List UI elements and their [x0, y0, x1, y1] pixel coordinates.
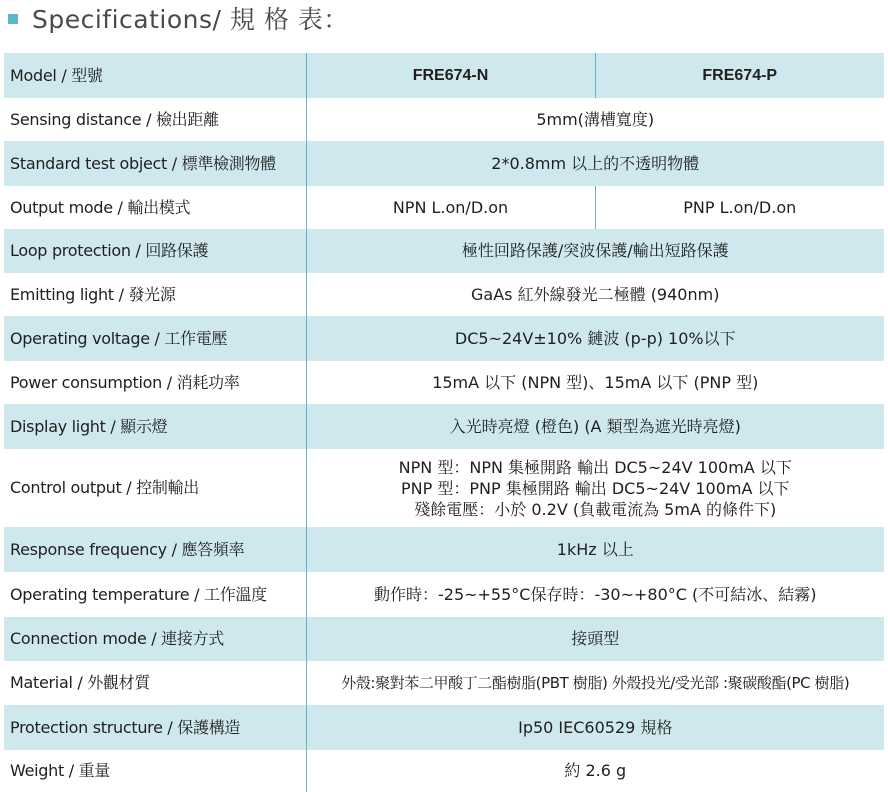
row-label: Response frequency / 應答頻率	[4, 527, 306, 572]
row-label: Weight / 重量	[4, 750, 306, 792]
table-row-connection-mode	[4, 617, 884, 661]
row-label: Control output / 控制輸出	[4, 449, 306, 527]
row-label: Loop protection / 回路保護	[4, 229, 306, 273]
row-value: DC5~24V±10% 鏈波 (p-p) 10%以下	[306, 316, 884, 361]
row-value: 入光時亮燈 (橙色) (A 類型為遮光時亮燈)	[306, 404, 884, 449]
row-value	[306, 449, 884, 527]
row-value: GaAs 紅外線發光二極體 (940nm)	[306, 273, 884, 316]
table-row-material	[4, 661, 884, 705]
row-label: Connection mode / 連接方式	[4, 617, 306, 661]
row-value: 1kHz 以上	[306, 527, 884, 572]
model-column-p: FRE674-P	[595, 53, 884, 98]
table-row-model	[4, 53, 884, 98]
row-value: 極性回路保護/突波保護/輸出短路保護	[306, 229, 884, 273]
row-label: Sensing distance / 檢出距離	[4, 98, 306, 141]
row-value: 外殼:聚對苯二甲酸丁二酯樹脂(PBT 樹脂) 外殼投光/受光部 :聚碳酸酯(PC 樹脂)	[306, 661, 884, 705]
row-label: Material / 外觀材質	[4, 661, 306, 705]
control-output-line-pnp: PNP 型：PNP 集極開路 輸出 DC5~24V 100mA 以下	[400, 478, 790, 498]
row-label: Standard test object / 標準檢測物體	[4, 141, 306, 186]
control-output-line-npn: NPN 型：NPN 集極開路 輸出 DC5~24V 100mA 以下	[398, 457, 792, 477]
row-label: Display light / 顯示燈	[4, 404, 306, 449]
heading-bullet-square	[8, 14, 18, 24]
table-row-operating-voltage	[4, 316, 884, 361]
row-value: 5mm(溝槽寬度)	[306, 98, 884, 141]
table-row-sensing-distance	[4, 98, 884, 141]
row-value: 2*0.8mm 以上的不透明物體	[306, 141, 884, 186]
row-label: Emitting light / 發光源	[4, 273, 306, 316]
row-label: Operating voltage / 工作電壓	[4, 316, 306, 361]
table-row-loop-protection	[4, 229, 884, 273]
table-row-output-mode	[4, 186, 884, 229]
row-label: Operating temperature / 工作溫度	[4, 572, 306, 617]
row-value: 動作時：-25~+55°C保存時：-30~+80°C (不可結冰、結霧)	[306, 572, 884, 617]
row-value: 接頭型	[306, 617, 884, 661]
table-row-display-light	[4, 404, 884, 449]
output-mode-n: NPN L.on/D.on	[306, 186, 595, 229]
row-label: Model / 型號	[4, 53, 306, 98]
section-heading	[8, 0, 349, 36]
output-mode-p: PNP L.on/D.on	[595, 186, 884, 229]
table-row-control-output	[4, 449, 884, 527]
row-label: Protection structure / 保護構造	[4, 705, 306, 750]
table-row-protection-structure	[4, 705, 884, 750]
control-output-line-residual: 殘餘電壓：小於 0.2V (負載電流為 5mA 的條件下)	[414, 499, 777, 519]
table-row-standard-test-object	[4, 141, 884, 186]
table-row-operating-temperature	[4, 572, 884, 617]
row-label: Output mode / 輸出模式	[4, 186, 306, 229]
table-row-response-frequency	[4, 527, 884, 572]
row-value: 15mA 以下 (NPN 型)、15mA 以下 (PNP 型)	[306, 361, 884, 404]
table-row-power-consumption	[4, 361, 884, 404]
row-value: Ip50 IEC60529 規格	[306, 705, 884, 750]
model-column-n: FRE674-N	[306, 53, 595, 98]
row-label: Power consumption / 消耗功率	[4, 361, 306, 404]
heading-title: Specifications/ 規 格 表：	[32, 5, 349, 34]
table-row-weight	[4, 750, 884, 792]
specifications-table	[4, 53, 884, 792]
row-value: 約 2.6 g	[306, 750, 884, 792]
table-row-emitting-light	[4, 273, 884, 316]
